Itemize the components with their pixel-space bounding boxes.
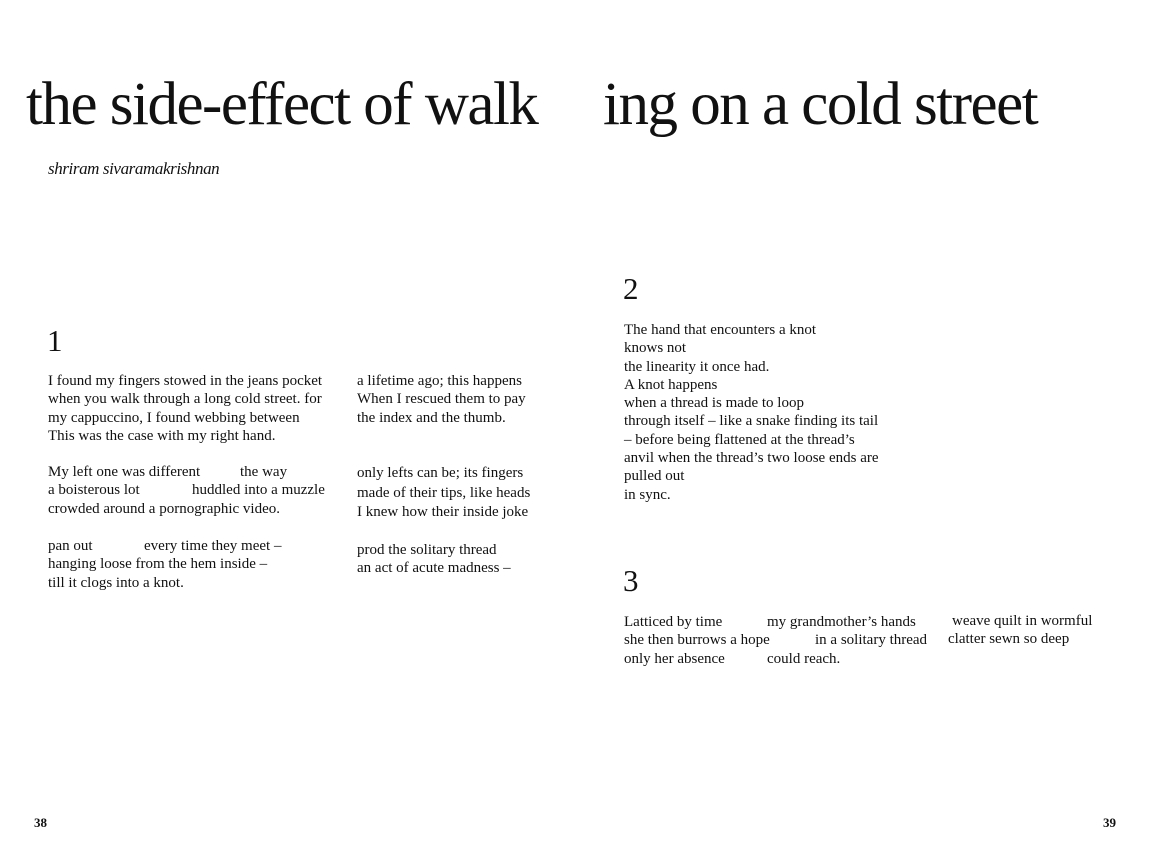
poem-line [48, 500, 280, 518]
poem-line: The hand that encounters a knot [624, 322, 817, 338]
poem-line: in sync. [624, 486, 671, 503]
poem-line: my grandmother’s hands [767, 614, 916, 630]
poem-line [48, 537, 282, 555]
section-1-stanza-3-right [357, 541, 511, 578]
poem-line: clatter sewn so deep [948, 631, 1070, 648]
poem-line: pulled out [624, 468, 685, 485]
poem-phrase: the way [240, 464, 288, 480]
poem-phrase: My left one was different [48, 464, 201, 480]
poem-phrase: hanging loose from the hem inside – [48, 556, 268, 573]
poem-line: anvil when the thread’s two loose ends are [624, 450, 879, 467]
poem-line: weave quilt in wormful [952, 613, 1093, 629]
poem-line [48, 574, 267, 592]
poem-line: through itself – like a snake finding its tail [624, 413, 879, 430]
poem-phrase: a boisterous lot [48, 482, 140, 499]
poem-phrase: every time they meet – [144, 538, 282, 554]
poem-phrase: till it clogs into a knot. [48, 574, 184, 591]
section-1-stanza-2-left [48, 463, 325, 518]
page-number-left: 38 [34, 815, 47, 830]
section-3-column-3 [948, 612, 1092, 649]
poem-line: only lefts can be; its fingers [357, 465, 524, 481]
section-1-stanza-3-left [48, 537, 282, 592]
poem-line [48, 463, 288, 481]
poem-line: my cappuccino, I found webbing between [48, 409, 300, 426]
section-2-number: 2 [623, 271, 639, 306]
section-1-stanza-2-right [357, 464, 530, 523]
poem-line: the index and the thumb. [357, 409, 506, 426]
poem-line: she then burrows a hope [624, 632, 770, 649]
poem-line: prod the solitary thread [357, 542, 497, 558]
section-3-number: 3 [623, 563, 639, 598]
poem-line: I found my fingers stowed in the jeans pocket [48, 373, 323, 389]
poem-phrase: crowded around a pornographic video. [48, 500, 281, 517]
poem-line: only her absence [624, 650, 725, 667]
poem-line: an act of acute madness – [357, 560, 511, 577]
section-2-stanza [624, 321, 879, 504]
poem-phrase: pan out [48, 538, 93, 554]
poem-line [48, 555, 267, 573]
poem-line: in a solitary thread [815, 632, 928, 649]
page-number-right: 39 [1103, 815, 1116, 830]
poem-line: could reach. [767, 650, 841, 667]
author-name: shriram sivaramakrishnan [48, 159, 220, 178]
section-3-column-2 [767, 613, 927, 668]
title-part-1: the side-effect of walk [26, 71, 538, 138]
poem-line: made of their tips, like heads [357, 484, 531, 501]
poem-line: – before being flattened at the thread’s [624, 431, 855, 448]
poem-line: When I rescued them to pay [357, 391, 526, 408]
poem-phrase: huddled into a muzzle [192, 482, 325, 499]
title-part-2: ing on a cold street [603, 71, 1038, 138]
poem-line: a lifetime ago; this happens [357, 373, 522, 389]
section-1-number: 1 [47, 323, 63, 358]
poem-line: the linearity it once had. [624, 358, 770, 375]
poem-line: A knot happens [624, 376, 718, 393]
poem-line [48, 481, 325, 499]
poem-line: when you walk through a long cold street. for [48, 391, 322, 408]
section-3-column-1 [624, 613, 770, 668]
section-1-stanza-1-left [48, 372, 322, 445]
poem-line: when a thread is made to loop [624, 395, 804, 412]
poem-line: This was the case with my right hand. [48, 427, 276, 444]
poem-line: knows not [624, 340, 687, 357]
poem-line: I knew how their inside joke [357, 504, 529, 520]
section-1-stanza-1-right [357, 372, 526, 427]
poem-line: Latticed by time [624, 614, 723, 630]
